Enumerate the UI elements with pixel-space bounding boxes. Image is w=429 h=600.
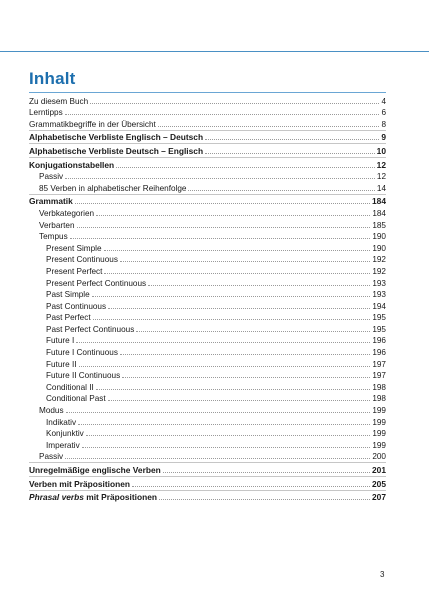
title-rule (29, 92, 386, 93)
toc-entry-label: Unregelmäßige englische Verben (29, 465, 161, 475)
toc-leader-dots (92, 295, 371, 297)
toc-entry-label: Modus (39, 406, 64, 416)
toc-entry-page: 207 (372, 492, 386, 503)
toc-entry-page: 196 (372, 348, 386, 358)
toc-entry[interactable] (29, 450, 386, 462)
toc-entry-page: 199 (372, 440, 386, 450)
toc-entry[interactable] (29, 131, 386, 143)
toc-entry-label: Past Perfect Continuous (46, 324, 135, 334)
toc-leader-dots (132, 485, 370, 487)
toc-entry-label: Present Continuous (46, 255, 118, 265)
toc-entry[interactable] (29, 357, 386, 369)
toc-leader-dots (205, 138, 379, 140)
toc-leader-dots (96, 388, 371, 390)
toc-entry-label: Verbarten (39, 220, 75, 230)
toc-entry[interactable] (29, 206, 386, 218)
toc-entry-page: 190 (372, 232, 386, 242)
toc-entry-page: 190 (372, 243, 386, 253)
toc-entry[interactable] (29, 218, 386, 230)
toc-entry-label: Alphabetische Verbliste Englisch – Deutsch (29, 132, 204, 143)
toc-entry-page: 12 (376, 172, 386, 182)
header-rule (0, 51, 429, 52)
toc-entry[interactable] (29, 94, 386, 106)
toc-entry-label: Konjugationstabellen (29, 159, 115, 170)
toc-leader-dots (136, 330, 370, 332)
toc-entry-page: 198 (372, 382, 386, 392)
toc-leader-dots (158, 125, 380, 127)
toc-entry-page: 10 (376, 145, 386, 156)
toc-entry-label: Imperativ (46, 440, 80, 450)
toc-entry-page: 197 (372, 371, 386, 381)
toc-entry[interactable] (29, 427, 386, 439)
toc-entry-label: Passiv (39, 452, 64, 462)
toc-entry-page: 192 (372, 266, 386, 276)
toc-leader-dots (78, 423, 370, 425)
toc-entry[interactable] (29, 334, 386, 346)
toc-entry-page: 185 (372, 220, 386, 230)
toc-entry-label: Present Simple (46, 243, 102, 253)
toc-entry-page: 6 (381, 108, 386, 118)
toc-leader-dots (93, 318, 371, 320)
toc-entry-page: 198 (372, 394, 386, 404)
toc-entry[interactable] (29, 311, 386, 323)
toc-entry-page: 193 (372, 278, 386, 288)
page-title: Inhalt (29, 69, 76, 88)
toc-leader-dots (120, 353, 370, 355)
toc-entry[interactable] (29, 195, 386, 207)
toc-leader-dots (159, 498, 370, 500)
toc-entry-page: 195 (372, 313, 386, 323)
toc-leader-dots (77, 226, 371, 228)
toc-entry[interactable] (29, 369, 386, 381)
toc-entry[interactable] (29, 276, 386, 288)
toc-entry-page: 195 (372, 324, 386, 334)
page-number: 3 (380, 570, 385, 579)
toc-entry[interactable] (29, 403, 386, 415)
toc-leader-dots (108, 307, 370, 309)
toc-entry-label: Grammatikbegriffe in der Übersicht (29, 119, 156, 129)
toc-entry[interactable] (29, 264, 386, 276)
toc-entry[interactable] (29, 106, 386, 118)
toc-entry-label: Verben mit Präpositionen (29, 478, 130, 489)
toc-entry-page: 14 (376, 183, 386, 193)
toc-entry-label: Past Perfect (46, 313, 91, 323)
toc-leader-dots (148, 284, 370, 286)
toc-entry-label: Konjunktiv (46, 429, 84, 439)
toc-leader-dots (205, 152, 375, 154)
toc-entry-label: Future II Continuous (46, 371, 121, 381)
toc-entry-label: Past Simple (46, 290, 90, 300)
toc-leader-dots (65, 113, 380, 115)
toc-leader-dots (188, 189, 374, 191)
toc-entry-label: Alphabetische Verbliste Deutsch – Englisch (29, 145, 204, 156)
toc-entry[interactable] (29, 380, 386, 392)
toc-entry-label-rest: mit Präpositionen (83, 492, 157, 503)
toc-entry-page: 4 (381, 96, 386, 106)
toc-leader-dots (104, 249, 371, 251)
toc-entry[interactable] (29, 288, 386, 300)
toc-leader-dots (96, 214, 370, 216)
toc-leader-dots (82, 446, 371, 448)
toc-entry-label: Future I Continuous (46, 348, 118, 358)
toc-leader-dots (66, 411, 371, 413)
toc-entry-page: 12 (376, 159, 386, 170)
table-of-contents (29, 94, 386, 502)
toc-entry-page: 201 (372, 465, 386, 475)
toc-entry-page: 199 (372, 417, 386, 427)
toc-entry-label: Conditional Past (46, 394, 106, 404)
toc-entry-label: 85 Verben in alphabetischer Reihenfolge (39, 183, 187, 193)
toc-entry[interactable] (29, 322, 386, 334)
toc-entry-label: Conditional II (46, 382, 94, 392)
toc-entry-label: Indikativ (46, 417, 77, 427)
toc-entry[interactable] (29, 477, 386, 489)
toc-entry[interactable] (29, 299, 386, 311)
toc-entry[interactable] (29, 181, 386, 193)
toc-leader-dots (65, 177, 375, 179)
toc-entry-label: Lerntipps (29, 108, 63, 118)
toc-leader-dots (116, 166, 375, 168)
toc-entry-page: 193 (372, 290, 386, 300)
toc-entry-label-italic: Phrasal verbs (29, 492, 84, 503)
toc-entry-page: 184 (372, 196, 386, 207)
toc-entry-page: 200 (372, 452, 386, 462)
toc-entry[interactable] (29, 491, 386, 503)
toc-entry-label: Verbkategorien (39, 208, 95, 218)
toc-leader-dots (120, 260, 370, 262)
toc-leader-dots (75, 202, 370, 204)
toc-entry-label: Future II (46, 359, 77, 369)
toc-entry[interactable] (29, 463, 386, 475)
toc-entry-page: 199 (372, 429, 386, 439)
toc-entry[interactable] (29, 117, 386, 129)
toc-leader-dots (104, 272, 370, 274)
toc-leader-dots (108, 399, 371, 401)
toc-entry-label: Future I (46, 336, 75, 346)
toc-entry-page: 9 (381, 132, 386, 143)
toc-leader-dots (122, 376, 370, 378)
toc-entry[interactable] (29, 392, 386, 404)
toc-entry-label: Grammatik (29, 196, 73, 207)
toc-entry-page: 194 (372, 301, 386, 311)
toc-entry-label: Past Continuous (46, 301, 107, 311)
toc-entry[interactable] (29, 144, 386, 156)
toc-entry-page: 205 (372, 478, 386, 489)
toc-leader-dots (70, 237, 371, 239)
toc-entry-page: 8 (381, 119, 386, 129)
toc-entry[interactable] (29, 415, 386, 427)
toc-leader-dots (86, 434, 371, 436)
toc-entry-label: Present Perfect Continuous (46, 278, 147, 288)
toc-entry[interactable] (29, 230, 386, 242)
toc-entry-label: Tempus (39, 232, 68, 242)
toc-entry[interactable] (29, 253, 386, 265)
toc-entry[interactable] (29, 241, 386, 253)
toc-leader-dots (90, 102, 379, 104)
toc-leader-dots (79, 365, 371, 367)
toc-entry-page: 197 (372, 359, 386, 369)
toc-entry-page: 199 (372, 406, 386, 416)
toc-entry[interactable] (29, 438, 386, 450)
toc-entry-label (29, 493, 159, 502)
toc-entry-page: 196 (372, 336, 386, 346)
toc-entry-page: 192 (372, 255, 386, 265)
toc-entry-page: 184 (372, 208, 386, 218)
toc-entry-label: Zu diesem Buch (29, 96, 89, 106)
toc-entry[interactable] (29, 170, 386, 182)
toc-entry[interactable] (29, 345, 386, 357)
toc-leader-dots (163, 471, 370, 473)
toc-leader-dots (76, 341, 370, 343)
toc-entry[interactable] (29, 158, 386, 170)
toc-entry-label: Present Perfect (46, 266, 103, 276)
toc-entry-label: Passiv (39, 172, 64, 182)
toc-leader-dots (65, 457, 370, 459)
